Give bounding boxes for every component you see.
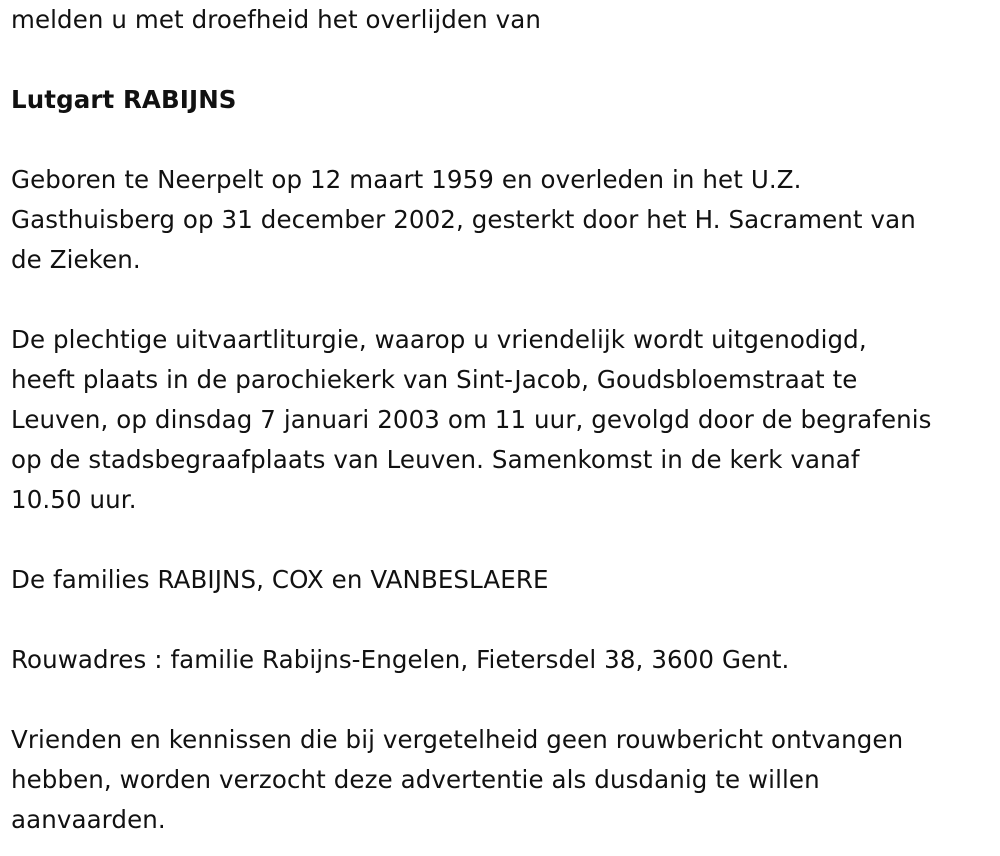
paragraph-line: aanvaarden. bbox=[11, 805, 166, 834]
death-notice bbox=[11, 0, 996, 840]
spacer bbox=[11, 520, 996, 560]
funeral-paragraph bbox=[11, 320, 996, 520]
paragraph-line: Vrienden en kennissen die bij vergetelheid geen rouwbericht ontvangen bbox=[11, 725, 904, 754]
paragraph-line: de Zieken. bbox=[11, 245, 141, 274]
families-line: De families RABIJNS, COX en VANBESLAERE bbox=[11, 565, 549, 594]
address-line: Rouwadres : familie Rabijns-Engelen, Fietersdel 38, 3600 Gent. bbox=[11, 645, 790, 674]
paragraph-line: op de stadsbegraafplaats van Leuven. Samenkomst in de kerk vanaf bbox=[11, 445, 860, 474]
spacer bbox=[11, 680, 996, 720]
paragraph-line: De plechtige uitvaartliturgie, waarop u vriendelijk wordt uitgenodigd, bbox=[11, 325, 867, 354]
paragraph-line: hebben, worden verzocht deze advertentie als dusdanig te willen bbox=[11, 765, 820, 794]
paragraph-line: 10.50 uur. bbox=[11, 485, 137, 514]
closing-paragraph bbox=[11, 720, 996, 840]
paragraph-line: Leuven, op dinsdag 7 januari 2003 om 11 uur, gevolgd door de begrafenis bbox=[11, 405, 932, 434]
spacer bbox=[11, 40, 996, 80]
paragraph-line: Gasthuisberg op 31 december 2002, gesterkt door het H. Sacrament van bbox=[11, 205, 916, 234]
paragraph-line: Geboren te Neerpelt op 12 maart 1959 en overleden in het U.Z. bbox=[11, 165, 802, 194]
intro-line: melden u met droefheid het overlijden van bbox=[11, 5, 541, 34]
spacer bbox=[11, 120, 996, 160]
spacer bbox=[11, 280, 996, 320]
deceased-name: Lutgart RABIJNS bbox=[11, 85, 237, 114]
paragraph-line: heeft plaats in de parochiekerk van Sint-Jacob, Goudsbloemstraat te bbox=[11, 365, 858, 394]
spacer bbox=[11, 600, 996, 640]
birth-death-paragraph bbox=[11, 160, 996, 280]
